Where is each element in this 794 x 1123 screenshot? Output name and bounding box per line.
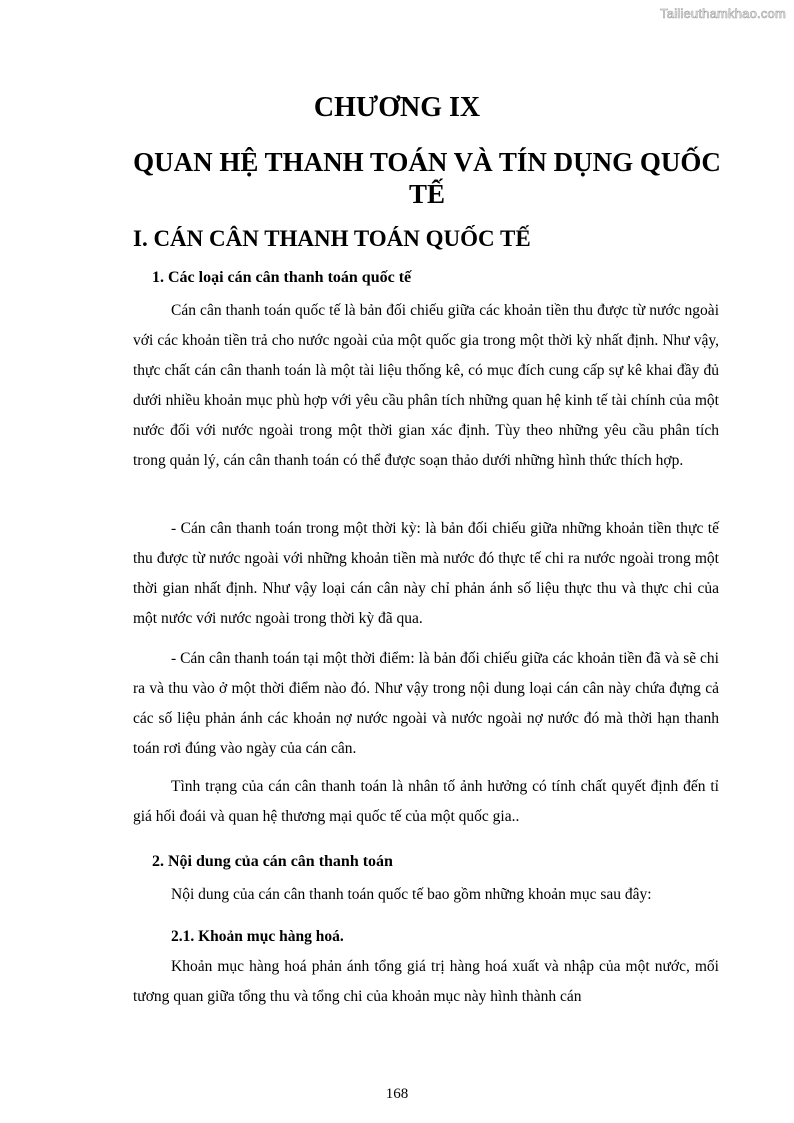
paragraph-point-balance: - Cán cân thanh toán tại một thời điểm: là bản đối chiếu giữa các khoản tiền đã và sẽ chi ra và thu vào ở một thời điểm nào đó. Như vậy trong nội dung loại cán cân này chứa đựng cả các số liệu phản ánh các khoản nợ nước ngoài và nước ngoài nợ nước đó mà thời hạn thanh toán rơi đúng vào ngày của cán cân.: [133, 650, 719, 757]
subsection-2-title: 2. Nội dung của cán cân thanh toán: [152, 853, 393, 870]
paragraph-definition: Cán cân thanh toán quốc tế là bản đối chiếu giữa các khoản tiền thu được từ nước ngoài với các khoản tiền trả cho nước ngoài của một quốc gia trong một thời kỳ nhất định. Như vậy, thực chất cán cân thanh toán là một tài liệu thống kê, có mục đích cung cấp sự kê khai đầy đủ dưới nhiều khoản mục phù hợp với yêu cầu phân tích những quan hệ kinh tế tài chính của một nước đối với nước ngoài trong một thời gian xác định. Tùy theo những yêu cầu phân tích trong quản lý, cán cân thanh toán có thể được soạn thảo dưới những hình thức thích hợp.: [133, 302, 719, 469]
subsection-1-title: 1. Các loại cán cân thanh toán quốc tế: [152, 269, 412, 286]
paragraph-balance-status: Tình trạng của cán cân thanh toán là nhân tố ảnh hưởng có tính chất quyết định đến tỉ giá hối đoái và quan hệ thương mại quốc tế của một quốc gia..: [133, 778, 719, 825]
paragraph-period-balance: - Cán cân thanh toán trong một thời kỳ: là bản đối chiếu giữa những khoản tiền thực tế thu được từ nước ngoài với những khoản tiền mà nước đó thực tế chi ra nước ngoài trong một thời gian nhất định. Như vậy loại cán cân này chỉ phản ánh số liệu thực thu và thực chi của một nước với nước ngoài trong thời kỳ đã qua.: [133, 520, 719, 627]
paragraph-goods-account: Khoản mục hàng hoá phản ánh tổng giá trị hàng hoá xuất và nhập của một nước, mối tương quan giữa tổng thu và tổng chi của khoản mục này hình thành cán: [133, 958, 719, 1005]
chapter-number-title: CHƯƠNG IX: [313, 92, 481, 123]
section-title: I. CÁN CÂN THANH TOÁN QUỐC TẾ: [133, 226, 531, 251]
chapter-main-title: QUAN HỆ THANH TOÁN VÀ TÍN DỤNG QUỐC TẾ: [133, 147, 721, 209]
subsection-2-1-title: 2.1. Khoản mục hàng hoá.: [171, 928, 344, 945]
watermark: Tailieuthamkhao.com: [660, 6, 786, 21]
page-number: 168: [385, 1086, 409, 1102]
paragraph-content-intro: Nội dung của cán cân thanh toán quốc tế bao gồm những khoản mục sau đây:: [171, 886, 652, 903]
